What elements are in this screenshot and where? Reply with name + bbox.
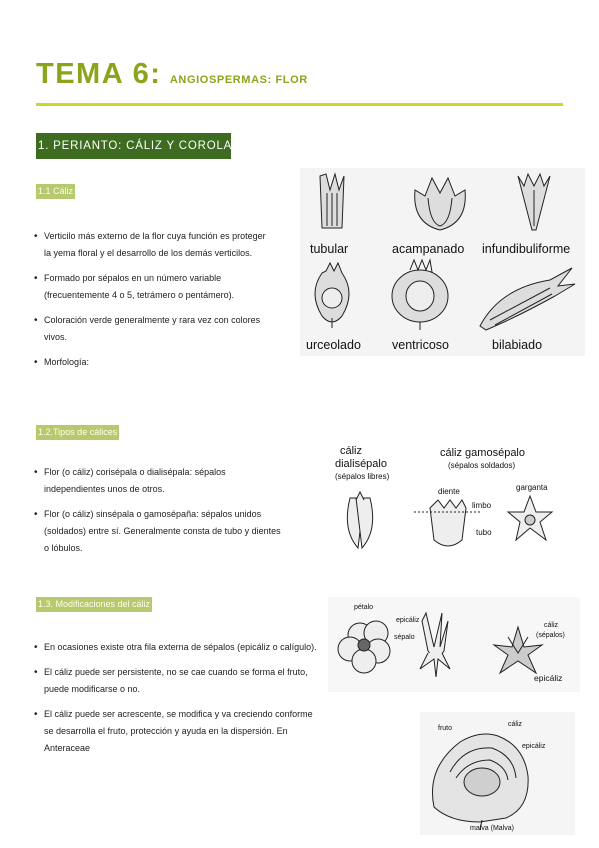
calyx-morphology-figure [300,168,585,356]
label-infundibuliforme: infundibuliforme [482,242,571,256]
label-diente: diente [438,487,460,496]
list-item: • Verticilo más externo de la flor cuya función es proteger la yema floral y el desarrollo de los demás verticilos. [32,228,272,262]
label-dialisepalo: dialisépalo [335,458,387,470]
label-urceolado: urceolado [306,338,361,352]
gamosepalo-drawing [414,500,480,546]
label-petalo: pétalo [354,604,374,611]
dialisepalo-drawing [347,492,372,548]
modificaciones-bullet-list [32,639,322,765]
label-sepalos-libres: (sépalos libres) [335,472,390,481]
list-item: • Flor (o cáliz) sinsépala o gamosépaña: sépalos unidos (soldados) entre sí. Generalmente consta de tubo y dientes o lóbulos. [32,506,288,557]
label-tubo: tubo [476,528,492,537]
label-caliz: cáliz [544,622,559,629]
label-bilabiado: bilabiado [492,338,543,352]
page-title [36,58,308,91]
label-sepalos-soldados: (sépalos soldados) [448,461,516,470]
section-heading-perianto: 1. PERIANTO: CÁLIZ Y COROLA [36,133,231,159]
title-divider [36,103,563,106]
list-item: • El cáliz puede ser acrescente, se modifica y va creciendo conforme se desarrolla el fruto, protección y ayuda en la dispersión. En Anteraceae [32,706,322,757]
calyx-types-figure [330,440,570,565]
list-item: • Coloración verde generalmente y rara vez con colores vivos. [32,312,272,346]
label-caliz: cáliz [340,445,363,457]
label-ventricoso: ventricoso [392,338,449,352]
subheading-modificaciones: 1.3. Modificaciones del cáliz [36,597,152,612]
caliz-bullet-list [32,228,272,379]
label-fruto: fruto [438,725,453,732]
title-main: TEMA 6: [36,58,162,90]
label-sepalo: sépalo [394,634,415,641]
malva-fruit-figure [420,712,575,835]
list-item: • En ocasiones existe otra fila externa de sépalos (epicáliz o calígulo). [32,639,322,656]
label-epicaliz: epicáliz [396,617,420,624]
list-item: • Formado por sépalos en un número variable (frecuentemente 4 o 5, tetrámero o pentámero). [32,270,272,304]
list-item: • Flor (o cáliz) corisépala o dialisépala: sépalos independientes unos de otros. [32,464,288,498]
title-sub: ANGIOSPERMAS: FLOR [169,74,308,86]
label-caliz-gamosepalo: cáliz gamosépalo [440,447,525,459]
label-acampanado: acampanado [392,242,465,256]
caption-malva: malva (Malva) [470,825,514,832]
list-item: • Morfología: [32,354,272,371]
label-epicaliz-2: epicáliz [534,673,563,683]
label-sepalos: (sépalos) [536,632,565,639]
subheading-caliz: 1.1 Cáliz [36,184,75,199]
tipos-bullet-list [32,464,288,565]
subheading-tipos-calices: 1.2.Tipos de cálices [36,425,119,440]
label-epicaliz: epicáliz [522,743,546,750]
garganta-flower-drawing [508,496,552,540]
epicaliz-figure [328,597,580,692]
label-tubular: tubular [310,242,349,256]
list-item: • El cáliz puede ser persistente, no se cae cuando se forma el fruto, puede modificarse o no. [32,664,322,698]
label-caliz: cáliz [508,721,523,728]
label-garganta: garganta [516,483,548,492]
label-limbo: limbo [472,501,492,510]
